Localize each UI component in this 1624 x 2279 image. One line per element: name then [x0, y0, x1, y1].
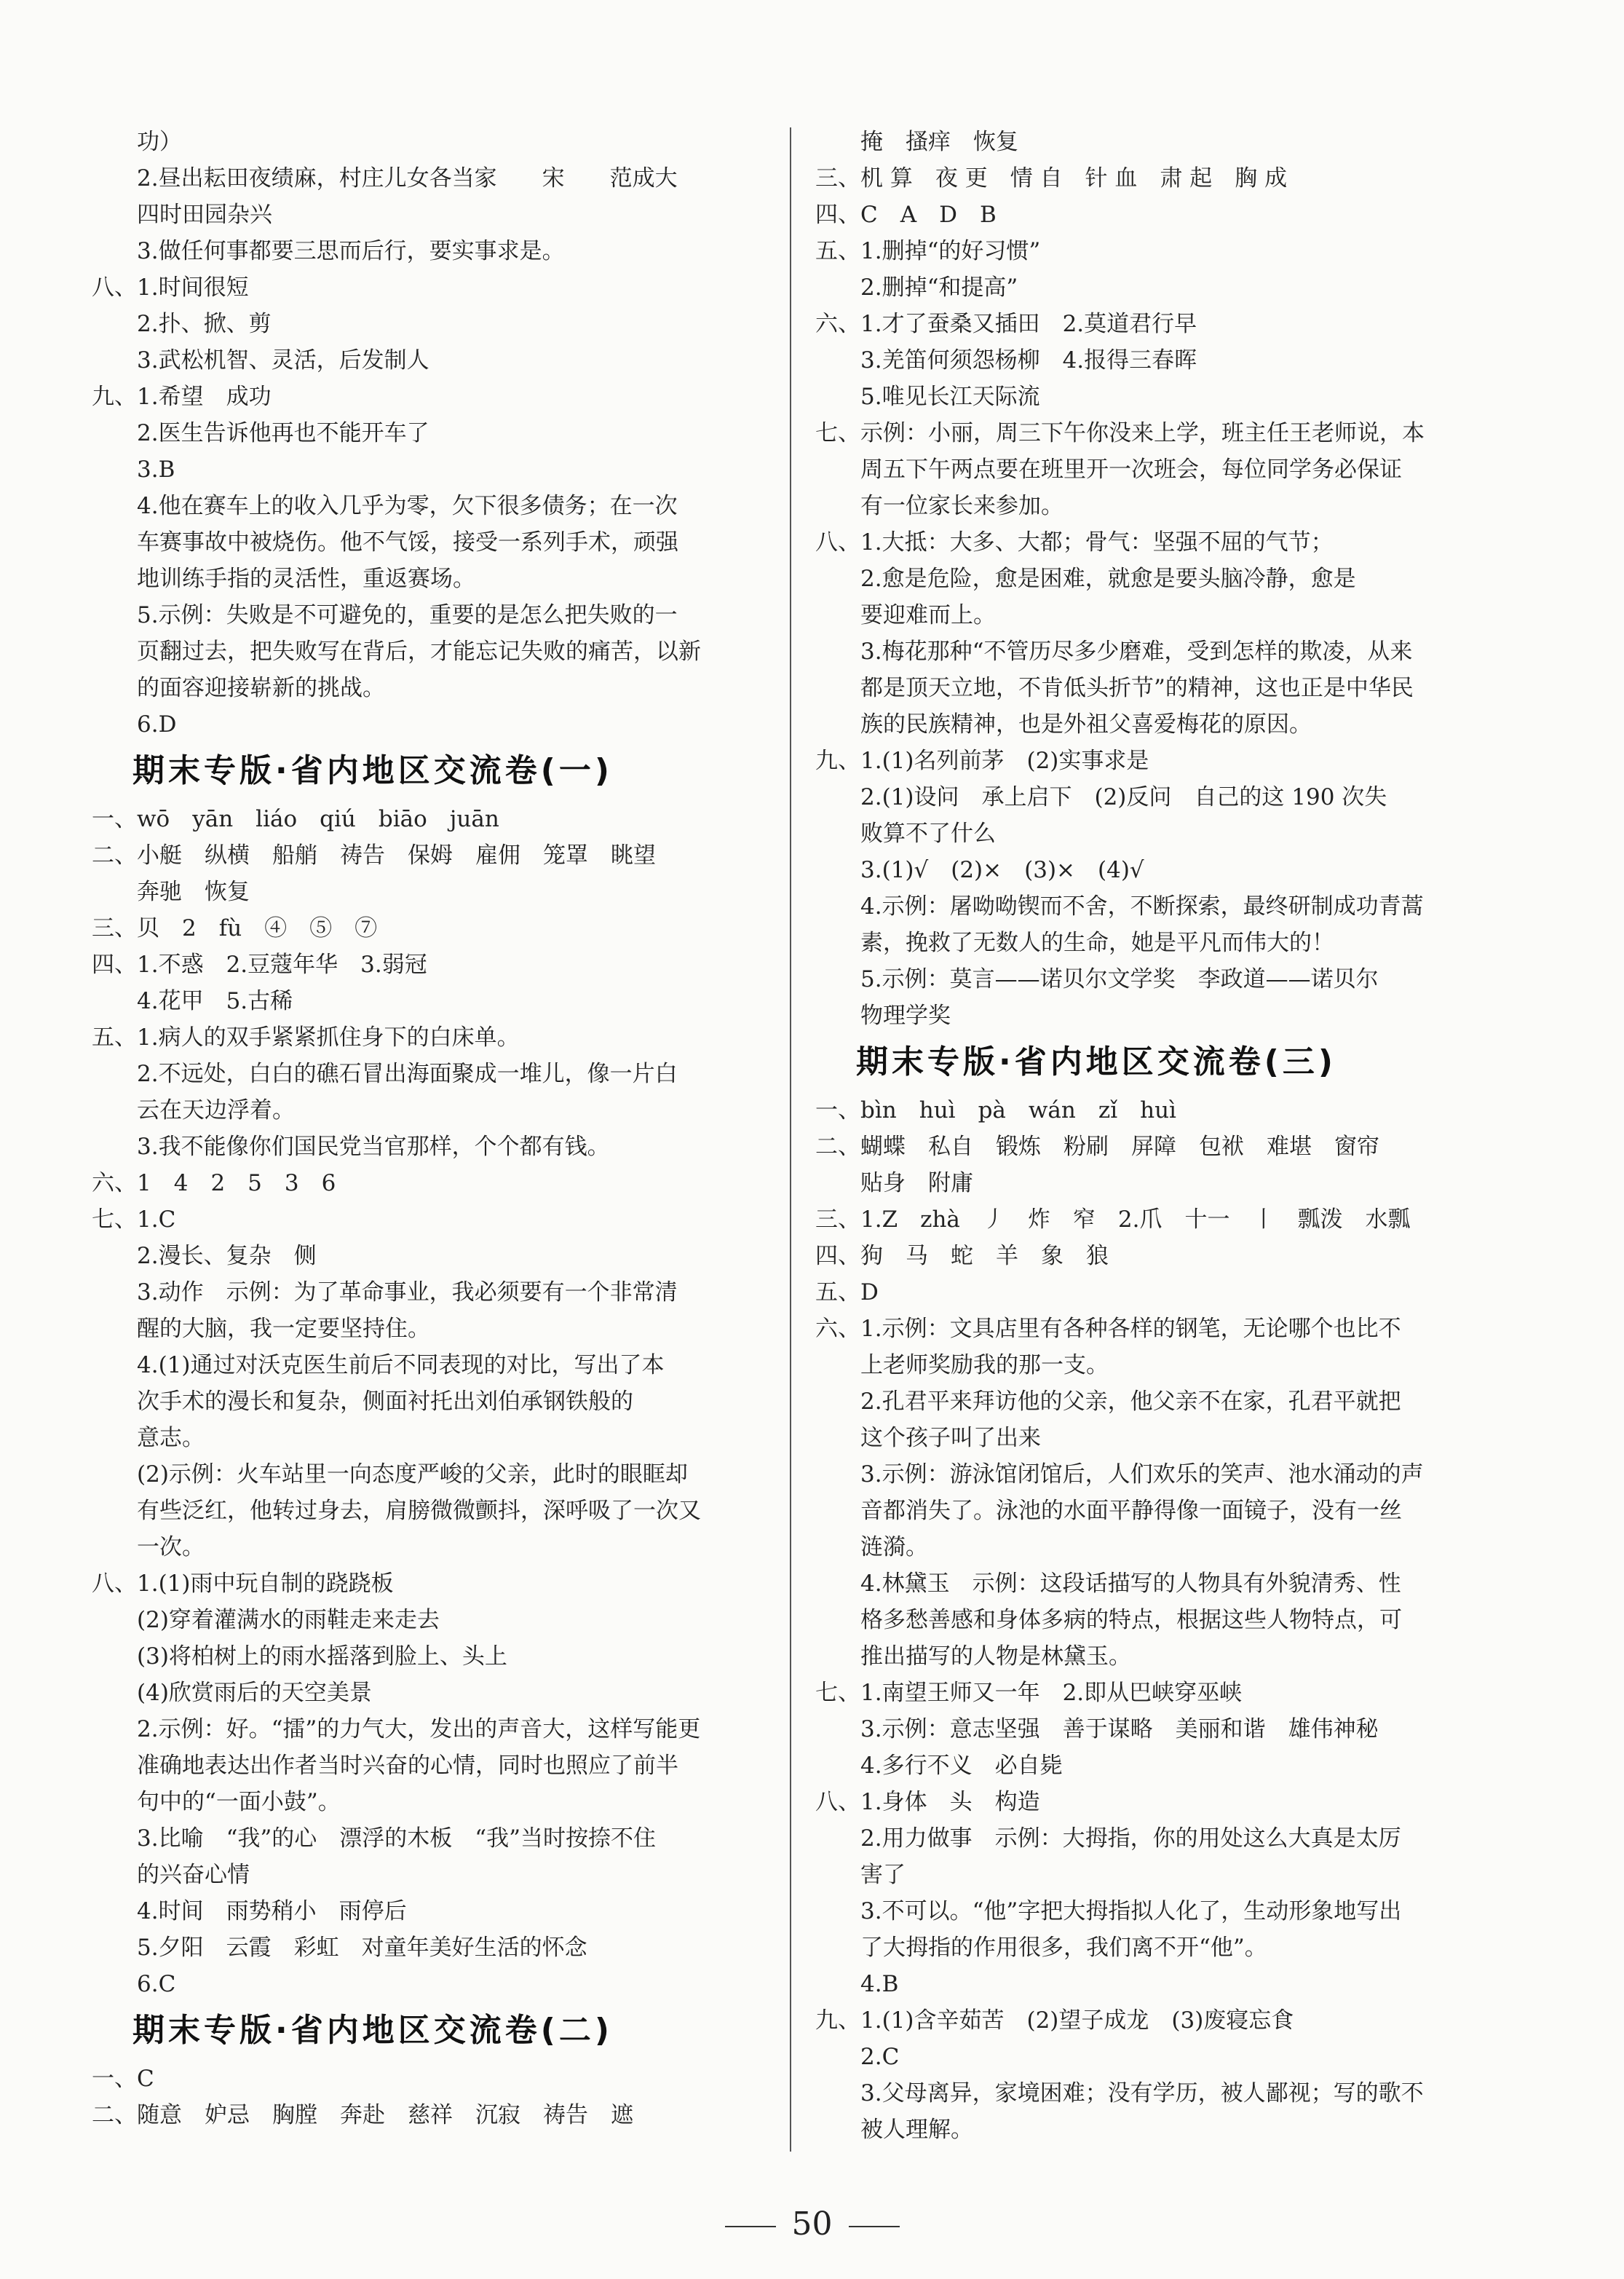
answer-line: 二、小艇 纵横 船艄 祷告 保姆 雇佣 笼罩 眺望	[92, 842, 656, 869]
answer-line: 四、C A D B	[815, 202, 997, 228]
answer-line: 周五下午两点要在班里开一次班会，每位同学务必保证	[860, 457, 1402, 483]
answer-line: 4.(1)通过对沃克医生前后不同表现的对比，写出了本	[137, 1352, 665, 1378]
answer-line: 3.B	[137, 457, 175, 483]
answer-line: 4.林黛玉 示例：这段话描写的人物具有外貌清秀、性	[860, 1571, 1401, 1597]
answer-line: 三、机 算 夜 更 情 自 针 血 肃 起 胸 成	[815, 165, 1288, 191]
answer-line: 醒的大脑，我一定要坚持住。	[137, 1316, 430, 1342]
answer-line: 2.愈是危险，愈是困难，就愈是要头脑冷静，愈是	[860, 566, 1356, 592]
answer-line: 三、贝 2 fù ④ ⑤ ⑦	[92, 915, 378, 941]
answer-line: 2.昼出耘田夜绩麻，村庄儿女各当家 宋 范成大	[137, 165, 678, 191]
answer-line: 4.多行不义 必自毙	[860, 1753, 1063, 1779]
answer-line: 奔驰 恢复	[137, 879, 250, 905]
answer-line: 2.漫长、复杂 侧	[137, 1243, 317, 1269]
page-dash-right	[849, 2226, 900, 2227]
answer-line: 5.唯见长江天际流	[860, 384, 1040, 410]
answer-line: 3.动作 示例：为了革命事业，我必须要有一个非常清	[137, 1279, 678, 1306]
answer-line: 4.他在赛车上的收入几乎为零，欠下很多债务；在一次	[137, 493, 678, 519]
answer-line: 3.示例：游泳馆闭馆后，人们欢乐的笑声、池水涌动的声	[860, 1461, 1424, 1488]
answer-line: 都是顶天立地，不肯低头折节”的精神，这也正是中华民	[860, 675, 1414, 701]
answer-line: 5.示例：莫言——诺贝尔文学奖 李政道——诺贝尔	[860, 966, 1379, 992]
answer-line: 2.(1)设问 承上启下 (2)反问 自己的这 190 次失	[860, 784, 1387, 810]
answer-line: 一、wō yān liáo qiú biāo juān	[92, 806, 499, 832]
answer-line: 4.时间 雨势稍小 雨停后	[137, 1898, 407, 1924]
answer-line: 3.示例：意志坚强 善于谋略 美丽和谐 雄伟神秘	[860, 1716, 1379, 1742]
answer-line: 九、1.(1)名列前茅 (2)实事求是	[815, 748, 1149, 774]
answer-line: 2.孔君平来拜访他的父亲，他父亲不在家，孔君平就把	[860, 1389, 1401, 1415]
section-heading: 期末专版·省内地区交流卷(二)	[132, 2012, 613, 2049]
answer-line: 四、狗 马 蛇 羊 象 狼	[815, 1243, 1109, 1269]
left-column	[92, 124, 769, 2133]
answer-line: 4.示例：屠呦呦锲而不舍，不断探索，最终研制成功青蒿	[860, 893, 1424, 920]
answer-line: 车赛事故中被烧伤。他不气馁，接受一系列手术，顽强	[137, 529, 678, 556]
answer-line: 地训练手指的灵活性，重返赛场。	[137, 566, 475, 592]
answer-line: 2.删掉“和提高”	[860, 274, 1018, 301]
answer-line: 3.武松机智、灵活，后发制人	[137, 347, 429, 374]
answer-line: 掩 搔痒 恢复	[860, 129, 1018, 155]
answer-line: 2.不远处，白白的礁石冒出海面聚成一堆儿，像一片白	[137, 1061, 678, 1087]
answer-line: 有一位家长来参加。	[860, 493, 1063, 519]
answer-line: 4.B	[860, 1971, 899, 1997]
answer-line: 八、1.大抵：大多、大都；骨气：坚强不屈的气节；	[815, 529, 1334, 556]
answer-line: 要迎难而上。	[860, 602, 996, 628]
answer-line: 上老师奖励我的那一支。	[860, 1352, 1109, 1378]
answer-line: 涟漪。	[860, 1534, 928, 1560]
answer-line: 二、蝴蝶 私自 锻炼 粉刷 屏障 包袱 难堪 窗帘	[815, 1134, 1379, 1160]
answer-line: 败算不了什么	[860, 821, 996, 847]
answer-line: 2.医生告诉他再也不能开车了	[137, 420, 429, 446]
answer-line: 一、bìn huì pà wán zǐ huì	[815, 1097, 1176, 1123]
answer-line: 贴身 附庸	[860, 1170, 973, 1196]
answer-line: 4.花甲 5.古稀	[137, 988, 293, 1014]
right-column	[815, 124, 1500, 2148]
answer-line: 被人理解。	[860, 2117, 973, 2143]
answer-line: 五、1.删掉“的好习惯”	[815, 238, 1041, 264]
answer-line: 2.C	[860, 2044, 900, 2070]
answer-line: 的兴奋心情	[137, 1862, 250, 1888]
answer-line: 一、C	[92, 2066, 154, 2092]
answer-line: 格多愁善感和身体多病的特点，根据这些人物特点，可	[860, 1607, 1402, 1633]
answer-line: 2.用力做事 示例：大拇指，你的用处这么大真是太厉	[860, 1825, 1401, 1852]
answer-line: 6.D	[137, 711, 177, 738]
answer-line: 3.羌笛何须怨杨柳 4.报得三春晖	[860, 347, 1197, 374]
answer-line: 3.梅花那种“不管历尽多少磨难，受到怎样的欺凌，从来	[860, 639, 1413, 665]
answer-line: 了大拇指的作用很多，我们离不开“他”。	[860, 1935, 1267, 1961]
answer-line: 3.我不能像你们国民党当官那样，个个都有钱。	[137, 1134, 610, 1160]
answer-line: 七、1.C	[92, 1206, 176, 1233]
answer-line: 六、1.才了蚕桑又插田 2.莫道君行早	[815, 311, 1197, 337]
answer-line: 5.示例：失败是不可避免的，重要的是怎么把失败的一	[137, 602, 678, 628]
answer-line: 3.不可以。“他”字把大拇指拟人化了，生动形象地写出	[860, 1898, 1402, 1924]
section-heading: 期末专版·省内地区交流卷(三)	[856, 1043, 1336, 1081]
answer-line: 次手术的漫长和复杂，侧面衬托出刘伯承钢铁般的	[137, 1389, 633, 1415]
answer-line: 九、1.希望 成功	[92, 384, 272, 410]
answer-line: 3.(1)√ (2)× (3)× (4)√	[860, 857, 1144, 883]
answer-line: 音都消失了。泳池的水面平静得像一面镜子，没有一丝	[860, 1498, 1402, 1524]
answer-line: 有些泛红，他转过身去，肩膀微微颤抖，深呼吸了一次又	[137, 1498, 701, 1524]
page-number: 50	[791, 2205, 833, 2243]
answer-line: 八、1.(1)雨中玩自制的跷跷板	[92, 1571, 394, 1597]
page-footer	[0, 2203, 1624, 2246]
answer-line: 七、1.南望王师又一年 2.即从巴峡穿巫峡	[815, 1680, 1243, 1706]
answer-line: 意志。	[137, 1425, 205, 1451]
answer-line: 九、1.(1)含辛茹苦 (2)望子成龙 (3)废寝忘食	[815, 2007, 1294, 2034]
answer-line: 句中的“一面小鼓”。	[137, 1789, 341, 1815]
answer-line: 害了	[860, 1862, 906, 1888]
answer-line: 八、1.时间很短	[92, 274, 249, 301]
answer-line: 三、1.Z zhà 丿 炸 窄 2.爪 十一 丨 瓢泼 水瓢	[815, 1206, 1411, 1233]
section-heading: 期末专版·省内地区交流卷(一)	[132, 752, 613, 789]
answer-line: 四时田园杂兴	[137, 202, 272, 228]
answer-line: 五、1.病人的双手紧紧抓住身下的白床单。	[92, 1024, 520, 1051]
answer-line: 六、1.示例：文具店里有各种各样的钢笔，无论哪个也比不	[815, 1316, 1401, 1342]
answer-line: 族的民族精神，也是外祖父喜爱梅花的原因。	[860, 711, 1312, 738]
answer-line: 七、示例：小丽，周三下午你没来上学，班主任王老师说，本	[815, 420, 1425, 446]
answer-line: 3.比喻 “我”的心 漂浮的木板 “我”当时按捺不住	[137, 1825, 656, 1852]
answer-line: 二、随意 妒忌 胸膛 奔赴 慈祥 沉寂 祷告 遮	[92, 2102, 633, 2128]
answer-line: 准确地表达出作者当时兴奋的心情，同时也照应了前半	[137, 1753, 678, 1779]
answer-line: 一次。	[137, 1534, 205, 1560]
answer-line: 四、1.不惑 2.豆蔻年华 3.弱冠	[92, 952, 427, 978]
answer-line: 物理学奖	[860, 1003, 951, 1029]
answer-line: 3.做任何事都要三思而后行，要实事求是。	[137, 238, 565, 264]
answer-line: 6.C	[137, 1971, 176, 1997]
answer-line: (3)将柏树上的雨水摇落到脸上、头上	[137, 1643, 507, 1670]
answer-line: 2.示例：好。“擂”的力气大，发出的声音大，这样写能更	[137, 1716, 701, 1742]
answer-line: 云在天边浮着。	[137, 1097, 295, 1123]
answer-line: 的面容迎接崭新的挑战。	[137, 675, 385, 701]
answer-line: 推出描写的人物是林黛玉。	[860, 1643, 1131, 1670]
column-divider	[790, 127, 791, 2152]
answer-line: (2)示例：火车站里一向态度严峻的父亲，此时的眼眶却	[137, 1461, 688, 1488]
answer-line: 5.夕阳 云霞 彩虹 对童年美好生活的怀念	[137, 1935, 587, 1961]
answer-line: 六、1 4 2 5 3 6	[92, 1170, 336, 1196]
answer-line: 素，挽救了无数人的生命，她是平凡而伟大的！	[860, 930, 1334, 956]
answer-line: 八、1.身体 头 构造	[815, 1789, 1040, 1815]
answer-line: (2)穿着灌满水的雨鞋走来走去	[137, 1607, 440, 1633]
page-dash-left	[725, 2226, 776, 2227]
answer-line: 五、D	[815, 1279, 879, 1306]
answer-line: (4)欣赏雨后的天空美景	[137, 1680, 372, 1706]
answer-line: 这个孩子叫了出来	[860, 1425, 1041, 1451]
answer-line: 3.父母离异，家境困难；没有学历，被人鄙视；写的歌不	[860, 2080, 1424, 2106]
answer-line: 2.扑、掀、剪	[137, 311, 272, 337]
answer-line: 页翻过去，把失败写在背后，才能忘记失败的痛苦，以新	[137, 639, 701, 665]
answer-line: 功）	[137, 129, 182, 155]
